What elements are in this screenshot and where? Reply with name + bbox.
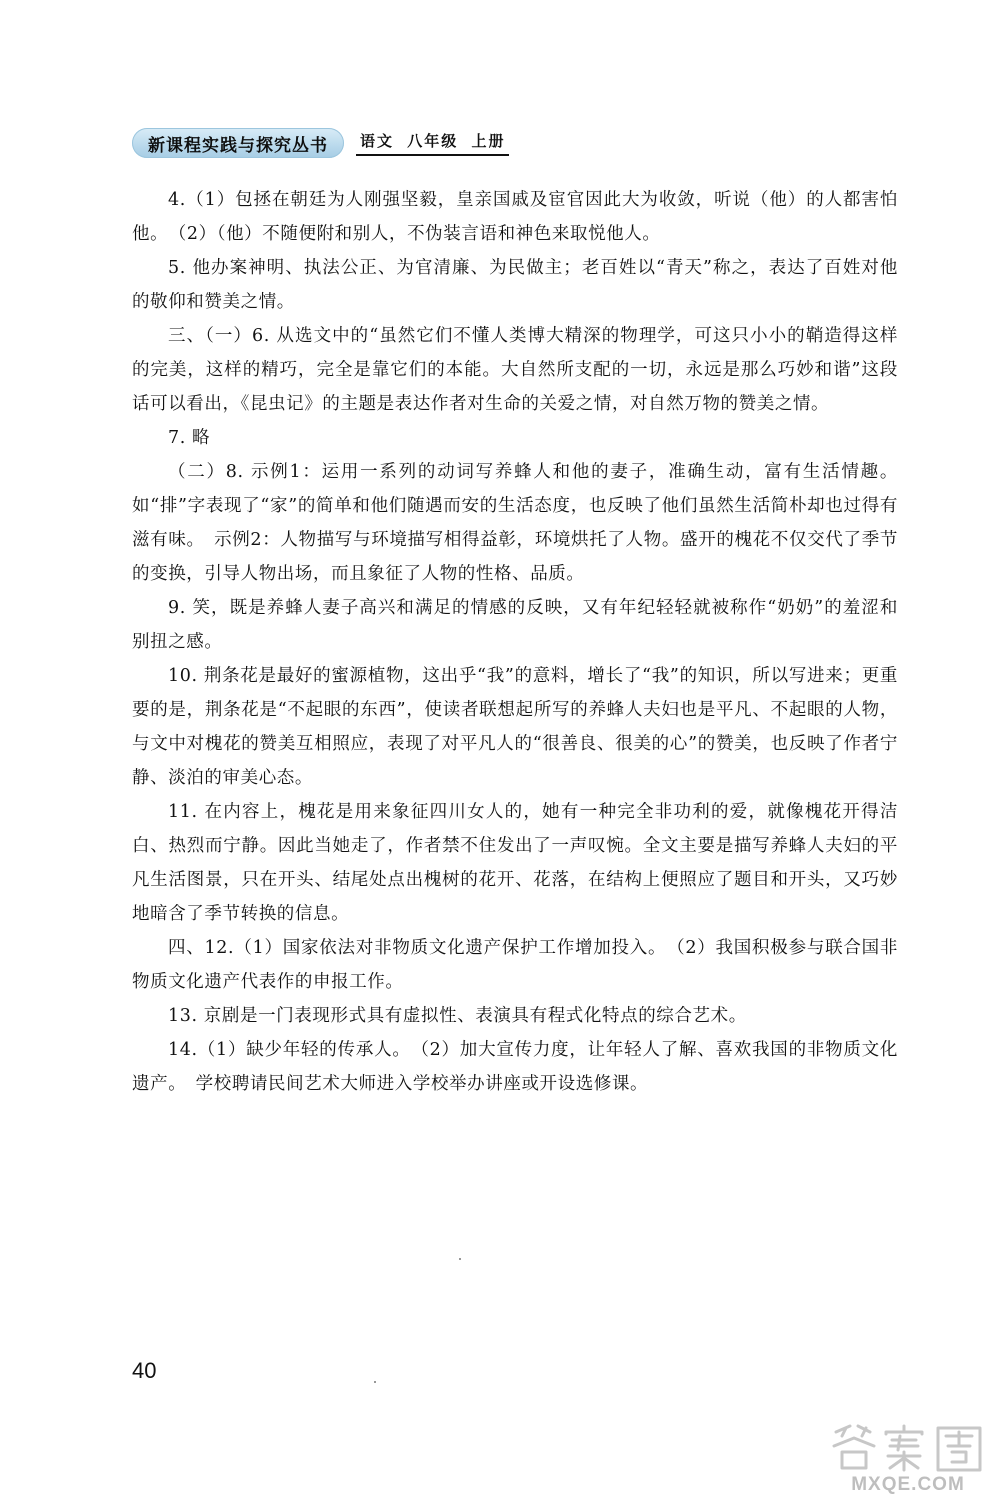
watermark <box>828 1422 988 1502</box>
book-info: 语文 八年级 上册 <box>356 130 509 156</box>
answer-paragraph-13: 13. 京剧是一门表现形式具有虚拟性、表演具有程式化特点的综合艺术。 <box>168 1006 747 1026</box>
series-title-badge: 新课程实践与探究丛书 <box>132 128 344 158</box>
answer-paragraph-5: 5. 他办案神明、执法公正、为官清廉、为民做主；老百姓以“青天”称之，表达了百姓对他的敬仰和赞美之情。 <box>132 258 898 312</box>
speck-mark <box>459 1258 461 1260</box>
watermark-logo-icon <box>828 1422 988 1474</box>
answer-paragraph-14: 14.（1）缺少年轻的传承人。 （2）加大宣传力度，让年轻人了解、喜欢我国的非物质文化遗产。 学校聘请民间艺术大师进入学校举办讲座或开设选修课。 <box>132 1040 898 1094</box>
answer-paragraph-9: 9. 笑，既是养蜂人妻子高兴和满足的情感的反映，又有年纪轻轻就被称作“奶奶”的羞涩和别扭之感。 <box>132 598 898 652</box>
answer-paragraph-11: 11. 在内容上，槐花是用来象征四川女人的，她有一种完全非功利的爱，就像槐花开得洁白、热烈而宁静。因此当她走了，作者禁不住发出了一声叹惋。全文主要是描写养蜂人夫妇的平凡生活图景，只在开头、结尾处点出槐树的花开、花落，在结构上便照应了题目和开头，又巧妙地暗含了季节转换的信息。 <box>132 802 898 924</box>
answer-paragraph-8: （二）8. 示例1：运用一系列的动词写养蜂人和他的妻子，准确生动，富有生活情趣。如“排”字表现了“家”的简单和他们随遇而安的生活态度，也反映了他们虽然生活简朴却也过得有滋有味。 示例2：人物描写与环境描写相得益彰，环境烘托了人物。盛开的槐花不仅交代了季节的变换，引导人物出场，而且象征了人物的性格、品质。 <box>132 462 898 584</box>
answer-paragraph-10: 10. 荆条花是最好的蜜源植物，这出乎“我”的意料，增长了“我”的知识，所以写进来；更重要的是，荆条花是“不起眼的东西”，使读者联想起所写的养蜂人夫妇也是平凡、不起眼的人物，与文中对槐花的赞美互相照应，表现了对平凡人的“很善良、很美的心”的赞美，也反映了作者宁静、淡泊的审美心态。 <box>132 666 898 788</box>
page-header <box>132 126 509 160</box>
answer-paragraph-6: 三、（一）6. 从选文中的“虽然它们不懂人类博大精深的物理学，可这只小小的鞘造得这样的完美，这样的精巧，完全是靠它们的本能。大自然所支配的一切，永远是那么巧妙和谐”这段话可以看出，《昆虫记》的主题是表达作者对生命的关爱之情，对自然万物的赞美之情。 <box>132 326 898 414</box>
answer-content <box>132 183 898 1101</box>
watermark-site: MXQE.COM <box>851 1474 965 1495</box>
page-number: 40 <box>132 1358 157 1383</box>
answer-paragraph-7: 7. 略 <box>168 428 211 448</box>
answer-paragraph-12: 四、12.（1）国家依法对非物质文化遗产保护工作增加投入。 （2）我国积极参与联合国非物质文化遗产代表作的申报工作。 <box>132 938 898 992</box>
answer-paragraph-4: 4.（1）包拯在朝廷为人刚强坚毅，皇亲国戚及宦官因此大为收敛，听说（他）的人都害怕他。 （2）（他）不随便附和别人，不伪装言语和神色来取悦他人。 <box>132 190 898 244</box>
speck-mark <box>374 1381 376 1383</box>
